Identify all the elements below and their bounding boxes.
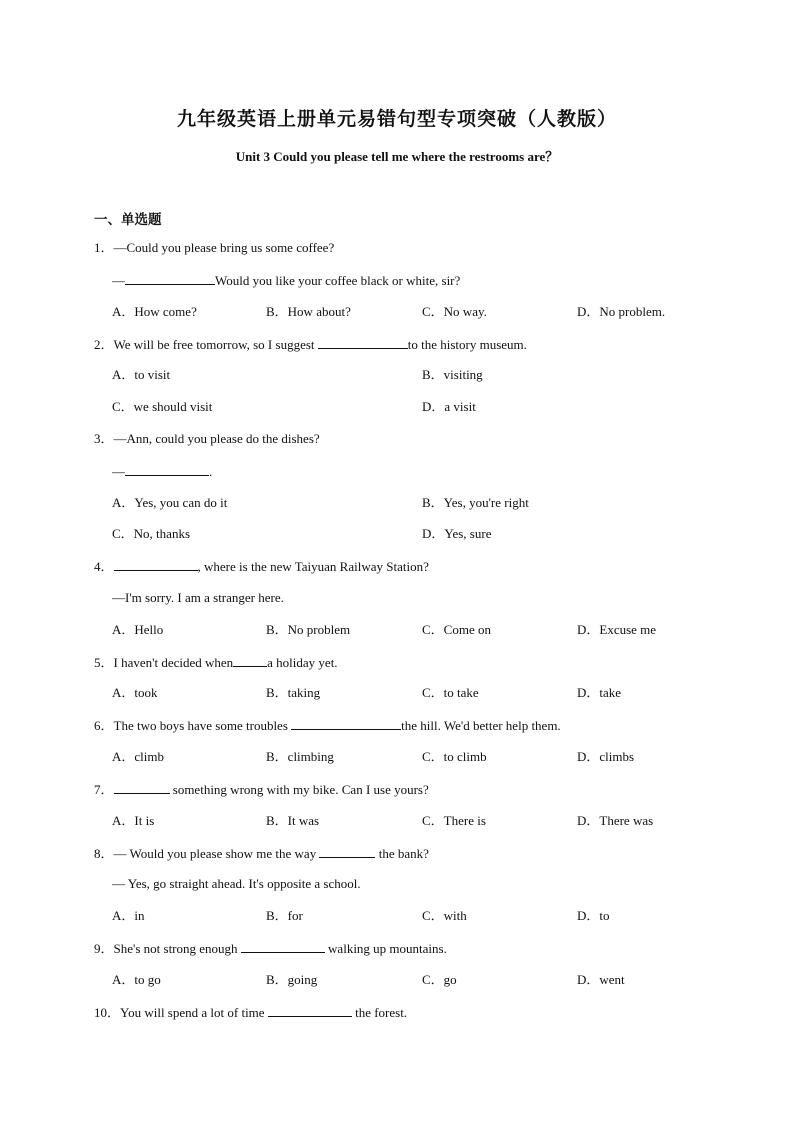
option-b[interactable]: B．No problem (266, 622, 351, 637)
answer-blank[interactable] (125, 462, 209, 476)
question-10-stem (94, 1003, 407, 1022)
option-b[interactable]: B．for (266, 908, 303, 923)
question-6-text: 6．The two boys have some troubles (94, 718, 292, 733)
answer-blank[interactable] (114, 780, 170, 794)
question-5-text: 5．I haven't decided when (94, 655, 234, 670)
option-b[interactable]: B．How about? (266, 304, 351, 319)
option-a[interactable]: A．Yes, you can do it (112, 495, 228, 510)
question-10-text-end: the forest. (351, 1005, 408, 1020)
option-b[interactable]: B．visiting (422, 367, 483, 382)
question-2-stem (94, 335, 527, 354)
option-b[interactable]: B．climbing (266, 749, 334, 764)
question-9-stem (94, 939, 447, 958)
question-8-stem (94, 844, 429, 863)
option-c[interactable]: C．Come on (422, 622, 491, 637)
option-d[interactable]: D．climbs (577, 749, 635, 764)
answer-blank[interactable] (125, 271, 215, 285)
answer-blank[interactable] (291, 716, 401, 730)
option-a[interactable]: A．It is (112, 813, 155, 828)
option-d[interactable]: D．went (577, 972, 625, 987)
option-d[interactable]: D．Yes, sure (422, 526, 492, 541)
question-4-text: , where is the new Taiyuan Railway Station? (197, 559, 429, 574)
option-b[interactable]: B．taking (266, 685, 321, 700)
option-c[interactable]: C．to take (422, 685, 479, 700)
option-b[interactable]: B．Yes, you're right (422, 495, 529, 510)
dash: — (112, 273, 125, 288)
option-d[interactable]: D．There was (577, 813, 654, 828)
question-2-text-end: to the history museum. (407, 337, 527, 352)
answer-blank[interactable] (319, 844, 375, 858)
option-d[interactable]: D．Excuse me (577, 622, 657, 637)
question-8-line2: — Yes, go straight ahead. It's opposite a school. (112, 876, 361, 891)
question-1-line2 (112, 271, 460, 290)
question-10-text: 10．You will spend a lot of time (94, 1005, 268, 1020)
question-3-stem: 3．—Ann, could you please do the dishes? (94, 431, 320, 446)
option-c[interactable]: C．No, thanks (112, 526, 191, 541)
section-heading: 一、单选题 (94, 212, 162, 228)
question-8-text-end: the bank? (375, 846, 429, 861)
question-3-line2 (112, 462, 212, 481)
question-1-text: Would you like your coffee black or white, sir? (215, 273, 461, 288)
question-6-text-end: the hill. We'd better help them. (401, 718, 561, 733)
option-a[interactable]: A．Hello (112, 622, 164, 637)
option-a[interactable]: A．in (112, 908, 145, 923)
answer-blank[interactable] (114, 557, 198, 571)
page-title: 九年级英语上册单元易错句型专项突破（人教版） (176, 108, 617, 130)
page-subtitle: Unit 3 Could you please tell me where the restrooms are？ (235, 149, 559, 164)
option-a[interactable]: A．How come? (112, 304, 197, 319)
answer-blank[interactable] (233, 653, 267, 667)
question-4-line2: —I'm sorry. I am a stranger here. (112, 590, 284, 605)
question-5-text-end: a holiday yet. (267, 655, 338, 670)
option-d[interactable]: D．No problem. (577, 304, 666, 319)
answer-blank[interactable] (241, 939, 325, 953)
option-a[interactable]: A．to visit (112, 367, 171, 382)
option-d[interactable]: D．a visit (422, 399, 476, 414)
question-7-stem (94, 780, 429, 799)
option-d[interactable]: D．to (577, 908, 610, 923)
question-1-stem: 1．—Could you please bring us some coffee? (94, 240, 335, 255)
option-b[interactable]: B．going (266, 972, 318, 987)
dash: — (112, 464, 125, 479)
question-7-text: something wrong with my bike. Can I use yours? (169, 782, 429, 797)
question-5-stem (94, 653, 338, 672)
question-2-text: 2．We will be free tomorrow, so I suggest (94, 337, 318, 352)
question-6-stem (94, 716, 561, 735)
question-8-text: 8．— Would you please show me the way (94, 846, 320, 861)
question-9-text: 9．She's not strong enough (94, 941, 241, 956)
question-7-number: 7． (94, 782, 114, 797)
period: . (209, 464, 213, 479)
option-a[interactable]: A．to go (112, 972, 161, 987)
option-c[interactable]: C．No way. (422, 304, 487, 319)
question-4-stem (94, 557, 429, 576)
option-a[interactable]: A．climb (112, 749, 164, 764)
answer-blank[interactable] (318, 335, 408, 349)
option-c[interactable]: C．with (422, 908, 467, 923)
option-c[interactable]: C．to climb (422, 749, 487, 764)
answer-blank[interactable] (268, 1003, 352, 1017)
option-c[interactable]: C．go (422, 972, 457, 987)
option-b[interactable]: B．It was (266, 813, 320, 828)
option-c[interactable]: C．we should visit (112, 399, 213, 414)
question-9-text-end: walking up mountains. (324, 941, 447, 956)
question-4-number: 4． (94, 559, 114, 574)
option-a[interactable]: A．took (112, 685, 158, 700)
option-d[interactable]: D．take (577, 685, 622, 700)
option-c[interactable]: C．There is (422, 813, 486, 828)
